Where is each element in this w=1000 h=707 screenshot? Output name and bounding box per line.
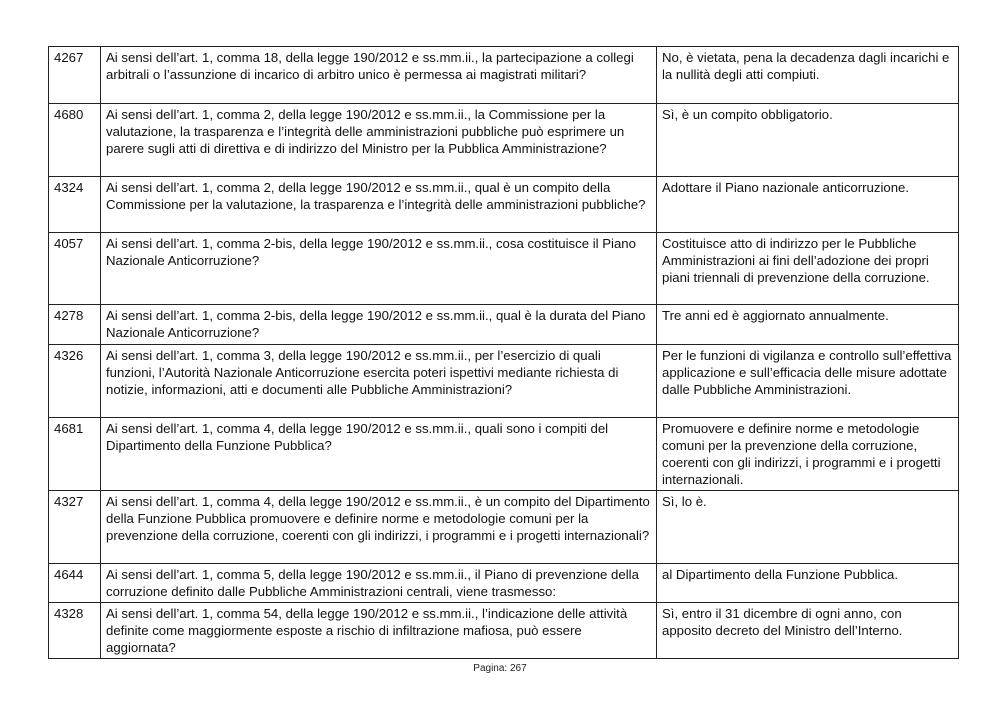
question-id: 4278 xyxy=(49,305,101,345)
question-id: 4057 xyxy=(49,233,101,305)
table-row xyxy=(49,305,959,345)
page-number: Pagina: 267 xyxy=(473,663,527,674)
question-text: Ai sensi dell’art. 1, comma 2, della legge 190/2012 e ss.mm.ii., qual è un compito della Commissione per la valutazione, la trasparenza e l’integrità delle amministrazioni pubbliche? xyxy=(101,177,657,233)
answer-text: al Dipartimento della Funzione Pubblica. xyxy=(657,564,959,603)
answer-text: Promuovere e definire norme e metodologie comuni per la prevenzione della corruzione, coerenti con gli indirizzi, i programmi e i progetti internazionali. xyxy=(657,418,959,491)
answer-text: Per le funzioni di vigilanza e controllo sull’effettiva applicazione e sull’efficacia delle misure adottate dalle Pubbliche Amministrazioni. xyxy=(657,345,959,418)
question-text: Ai sensi dell’art. 1, comma 4, della legge 190/2012 e ss.mm.ii., quali sono i compiti del Dipartimento della Funzione Pubblica? xyxy=(101,418,657,491)
question-text: Ai sensi dell’art. 1, comma 2, della legge 190/2012 e ss.mm.ii., la Commissione per la valutazione, la trasparenza e l’integrità delle amministrazioni pubbliche può esprimere un parere sugli atti di direttiva e di indirizzo del Ministro per la Pubblica Amministrazione? xyxy=(101,104,657,177)
answer-text: Adottare il Piano nazionale anticorruzione. xyxy=(657,177,959,233)
question-id: 4267 xyxy=(49,47,101,104)
answer-text: Sì, entro il 31 dicembre di ogni anno, con apposito decreto del Ministro dell’Interno. xyxy=(657,603,959,659)
table-row xyxy=(49,418,959,491)
question-id: 4680 xyxy=(49,104,101,177)
table-row xyxy=(49,603,959,659)
question-text: Ai sensi dell’art. 1, comma 54, della legge 190/2012 e ss.mm.ii., l’indicazione delle attività definite come maggiormente esposte a rischio di infiltrazione mafiosa, può essere aggiornata? xyxy=(101,603,657,659)
question-text: Ai sensi dell’art. 1, comma 4, della legge 190/2012 e ss.mm.ii., è un compito del Dipartimento della Funzione Pubblica promuovere e definire norme e metodologie comuni per la prevenzione della corruzione, coerenti con gli indirizzi, i programmi e i progetti internazionali? xyxy=(101,491,657,564)
answer-text: No, è vietata, pena la decadenza dagli incarichi e la nullità degli atti compiuti. xyxy=(657,47,959,104)
question-text: Ai sensi dell’art. 1, comma 5, della legge 190/2012 e ss.mm.ii., il Piano di prevenzione della corruzione definito dalle Pubbliche Amministrazioni centrali, viene trasmesso: xyxy=(101,564,657,603)
answer-text: Sì, lo è. xyxy=(657,491,959,564)
answer-text: Costituisce atto di indirizzo per le Pubbliche Amministrazioni ai fini dell’adozione dei propri piani triennali di prevenzione della corruzione. xyxy=(657,233,959,305)
question-id: 4328 xyxy=(49,603,101,659)
answer-text: Tre anni ed è aggiornato annualmente. xyxy=(657,305,959,345)
question-id: 4324 xyxy=(49,177,101,233)
table-row xyxy=(49,491,959,564)
table-row xyxy=(49,233,959,305)
qa-table xyxy=(48,46,959,659)
question-text: Ai sensi dell’art. 1, comma 3, della legge 190/2012 e ss.mm.ii., per l’esercizio di quali funzioni, l’Autorità Nazionale Anticorruzione esercita poteri ispettivi mediante richiesta di notizie, informazioni, atti e documenti alle Pubbliche Amministrazioni? xyxy=(101,345,657,418)
question-text: Ai sensi dell’art. 1, comma 2-bis, della legge 190/2012 e ss.mm.ii., qual è la durata del Piano Nazionale Anticorruzione? xyxy=(101,305,657,345)
table-row xyxy=(49,564,959,603)
table-row xyxy=(49,345,959,418)
table-row xyxy=(49,177,959,233)
question-text: Ai sensi dell’art. 1, comma 18, della legge 190/2012 e ss.mm.ii., la partecipazione a collegi arbitrali o l’assunzione di incarico di arbitro unico è permessa ai magistrati militari? xyxy=(101,47,657,104)
question-id: 4326 xyxy=(49,345,101,418)
question-id: 4644 xyxy=(49,564,101,603)
question-text: Ai sensi dell’art. 1, comma 2-bis, della legge 190/2012 e ss.mm.ii., cosa costituisce il Piano Nazionale Anticorruzione? xyxy=(101,233,657,305)
answer-text: Sì, è un compito obbligatorio. xyxy=(657,104,959,177)
table-row xyxy=(49,47,959,104)
question-id: 4681 xyxy=(49,418,101,491)
table-row xyxy=(49,104,959,177)
question-id: 4327 xyxy=(49,491,101,564)
